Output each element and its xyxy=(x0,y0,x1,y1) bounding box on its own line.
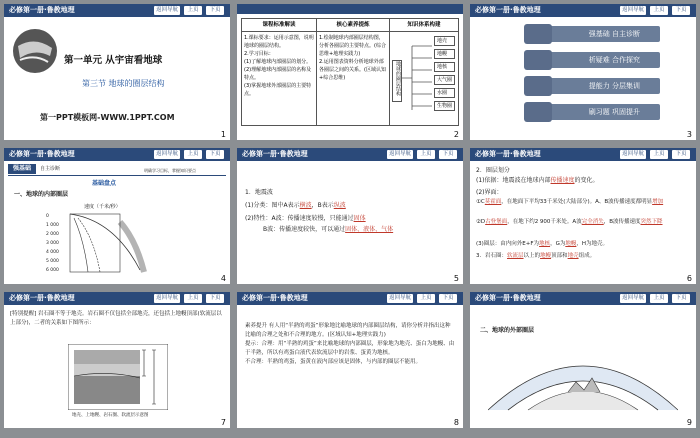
nav-button[interactable]: 返回导航 xyxy=(155,295,178,301)
slide-header xyxy=(237,292,463,305)
text: ①C xyxy=(476,199,485,205)
tree-item: 大气圈 xyxy=(434,75,455,85)
wave-class-line xyxy=(245,201,346,210)
text: ，在地面下平均33千米处(大陆部分)。A、B波传播速度都明显 xyxy=(501,199,653,205)
tag-subtitle: 自主诊断 xyxy=(40,166,61,172)
slide-header xyxy=(4,148,230,161)
header-title: 必修第一册·鲁教地理 xyxy=(475,150,541,158)
prev-button[interactable]: 上页 xyxy=(650,6,668,15)
lithosphere-diagram xyxy=(68,344,168,410)
interface-heading: (2)界面： xyxy=(476,189,503,196)
prev-button[interactable]: 上页 xyxy=(184,150,202,159)
menu-label: 提能力 分层集训 xyxy=(588,82,640,90)
header-title: 必修第一册·鲁教地理 xyxy=(9,6,75,14)
literacy-col: 1.绘制地球内部圈层结构图，分析各圈层的主要特点。(综合思维+地理实践力) 2.运用图表资料分析地球外部各圈层之间的关系。(区域认知+综合思维) xyxy=(317,32,390,126)
depth-label: 2 000 xyxy=(46,232,59,237)
tree-item: 地核 xyxy=(434,62,455,72)
gutenberg-line xyxy=(476,218,690,227)
answer-fill: 固体、液体、气体 xyxy=(345,226,394,233)
tree-item: 地幔 xyxy=(434,49,455,59)
diagram-caption: 地壳、上地幔、岩石圈、软流层示意图 xyxy=(72,413,149,418)
table-header: 核心素养提炼 xyxy=(317,19,390,32)
nav-button[interactable]: 返回导航 xyxy=(155,151,178,157)
answer-fill: 增加 xyxy=(652,199,664,205)
slide-number: 1 xyxy=(220,130,226,139)
section-tag: 强基础 xyxy=(8,164,36,174)
slide-header xyxy=(470,4,696,17)
answer-fill: 完全消失 xyxy=(581,219,604,225)
basis-line xyxy=(476,176,690,185)
slide-number: 6 xyxy=(686,274,692,283)
tree-item: 水圈 xyxy=(434,88,455,98)
next-button[interactable]: 下页 xyxy=(206,150,224,159)
text: ，在地下约2 900千米处。A波 xyxy=(507,219,582,225)
outer-spheres-diagram xyxy=(488,342,678,412)
tree-connectors xyxy=(402,38,434,118)
nav-button[interactable]: 返回导航 xyxy=(388,295,411,301)
answer-fill: 软流层 xyxy=(507,253,524,259)
slide-number: 4 xyxy=(220,274,226,283)
text: 组成。 xyxy=(578,253,596,259)
prev-button[interactable]: 上页 xyxy=(650,150,668,159)
section-heading: 一、地球的内部圈层 xyxy=(14,191,69,198)
next-button[interactable]: 下页 xyxy=(672,6,690,15)
header-title: 必修第一册·鲁教地理 xyxy=(242,294,308,302)
menu-label: 刷习题 巩固提升 xyxy=(588,108,640,116)
menu-exercise-button[interactable] xyxy=(538,104,660,120)
prev-button[interactable]: 上页 xyxy=(184,294,202,303)
slide-number: 5 xyxy=(453,274,459,283)
menu-label: 强基础 自主诊断 xyxy=(588,30,640,38)
answer-fill: 传播速度 xyxy=(550,177,575,184)
wave-property-b xyxy=(263,225,393,234)
lithosphere-line xyxy=(476,252,690,261)
section-heading: 二、地球的外部圈层 xyxy=(480,327,535,334)
answer-fill: 地幔 xyxy=(565,241,577,247)
text: ，G为 xyxy=(550,241,566,247)
slide-7[interactable] xyxy=(4,292,230,428)
slide-4[interactable] xyxy=(4,148,230,284)
next-button[interactable]: 下页 xyxy=(672,294,690,303)
next-button[interactable]: 下页 xyxy=(206,6,224,15)
tag-line xyxy=(8,175,226,176)
header-title: 必修第一册·鲁教地理 xyxy=(475,6,541,14)
text: (1)分类：图中A表示 xyxy=(245,202,300,209)
depth-label: 5 000 xyxy=(46,259,59,264)
division-heading: 2．圈层划分 xyxy=(476,167,510,174)
slide-1[interactable] xyxy=(4,4,230,140)
slide-number: 3 xyxy=(686,130,692,139)
slide-2[interactable] xyxy=(237,4,463,140)
unit-title: 第一单元 从宇宙看地球 xyxy=(64,55,163,66)
nav-button[interactable]: 返回导航 xyxy=(621,7,644,13)
answer-fill: 地壳 xyxy=(567,253,579,259)
slide-9[interactable] xyxy=(470,292,696,428)
slide-6[interactable] xyxy=(470,148,696,284)
text: ②D xyxy=(476,219,486,225)
note-text: [特别提醒] 岩石圈不等于地壳。岩石圈不仅包括全部地壳，还包括上地幔顶部(软流层以上部分)，二者的关系如下图所示： xyxy=(10,311,222,326)
menu-icon xyxy=(524,50,552,70)
literacy-text: 素养提升 有人用“半熟的鸡蛋”形象地比喻地球的内部圈层结构，请你分析并指出这种比喻的合理之处和不合理的地方。(区域认知+地理实践力) 提示：合理：用“半熟的鸡蛋”来比喻地球的内部圈层，形象地为地壳、蛋白为地幔、由于半熟，所以有鸡蛋白液代表软流层中的岩浆、蛋黄为地核。 不合理：半熟的鸡蛋，蛋黄在液内部应该是固体，与内部的圈层不能用。 xyxy=(245,323,455,365)
depth-label: 4 000 xyxy=(46,250,59,255)
nav-button[interactable]: 返回导航 xyxy=(155,7,178,13)
slide-top-bar xyxy=(237,4,463,14)
tree-item: 地壳 xyxy=(434,36,455,46)
prev-button[interactable]: 上页 xyxy=(417,150,435,159)
text: 顶部和 xyxy=(551,253,568,259)
menu-explore-button[interactable] xyxy=(538,52,660,68)
prev-button[interactable]: 上页 xyxy=(417,294,435,303)
text: ，B表示 xyxy=(311,202,334,209)
slide-header xyxy=(4,4,230,17)
menu-practice-button[interactable] xyxy=(538,78,660,94)
menu-basics-button[interactable] xyxy=(538,26,660,42)
menu-label: 析疑难 合作探究 xyxy=(588,56,640,64)
moho-line xyxy=(476,198,690,207)
basics-label: 基础盘点 xyxy=(92,180,117,187)
text: ，H为地壳。 xyxy=(576,241,608,247)
menu-icon xyxy=(524,102,552,122)
answer-fill: 横波 xyxy=(299,202,312,209)
text: ，B波传播速度 xyxy=(603,219,641,225)
slide-header xyxy=(470,292,696,305)
wave-property-a xyxy=(245,214,366,223)
tree-root: 地球的圈层结构 xyxy=(392,60,402,102)
table-header: 课程标准解读 xyxy=(242,19,317,32)
nav-button[interactable]: 返回导航 xyxy=(621,295,644,301)
slide-number: 2 xyxy=(453,130,459,139)
depth-label: 0 xyxy=(46,214,49,219)
depth-label: 6 000 xyxy=(46,268,59,273)
next-button[interactable]: 下页 xyxy=(439,150,457,159)
nav-button[interactable]: 返回导航 xyxy=(621,151,644,157)
answer-fill: 地幔 xyxy=(540,253,552,259)
menu-icon xyxy=(524,76,552,96)
text: 的变化。 xyxy=(574,177,599,184)
answer-fill: 地核 xyxy=(539,241,551,247)
prev-button[interactable]: 上页 xyxy=(650,294,668,303)
globe-image xyxy=(10,26,60,76)
menu-icon xyxy=(524,24,552,44)
footer-link[interactable]: 第一PPT模板网-WWW.1PPT.COM xyxy=(40,113,175,122)
section-title: 第三节 地球的圈层结构 xyxy=(82,79,165,88)
depth-axis xyxy=(46,212,59,275)
text: (3)圈层：由内向外E+F为 xyxy=(476,241,540,247)
answer-fill: 莫霍面 xyxy=(484,199,502,205)
text: 3．岩石圈： xyxy=(476,253,507,259)
chart-title: 速度（千米/秒） xyxy=(84,204,121,210)
slide-number: 7 xyxy=(220,418,226,427)
knowledge-tree xyxy=(390,32,459,126)
layers-line xyxy=(476,240,690,249)
answer-fill: 突然下降 xyxy=(640,219,663,225)
nav-button[interactable]: 返回导航 xyxy=(388,151,411,157)
next-button[interactable]: 下页 xyxy=(672,150,690,159)
depth-label: 3 000 xyxy=(46,241,59,246)
text: (2)特性：A波：传播速度较慢，只能通过 xyxy=(245,215,354,222)
header-title: 必修第一册·鲁教地理 xyxy=(9,294,75,302)
text: 以上的 xyxy=(523,253,541,259)
slide-header xyxy=(4,292,230,305)
slide-header xyxy=(237,148,463,161)
slide-8[interactable] xyxy=(237,292,463,428)
next-button[interactable]: 下页 xyxy=(206,294,224,303)
header-title: 必修第一册·鲁教地理 xyxy=(242,150,308,158)
slide-number: 9 xyxy=(686,418,692,427)
header-title: 必修第一册·鲁教地理 xyxy=(475,294,541,302)
slide-header xyxy=(470,148,696,161)
wave-heading: 1．地震波 xyxy=(245,189,273,196)
slide-number: 8 xyxy=(453,418,459,427)
depth-label: 1 000 xyxy=(46,223,59,228)
text: B波：传播速度较快，可以通过 xyxy=(263,226,346,233)
table-header: 知识体系构建 xyxy=(390,19,459,32)
curriculum-col: 1.课标要求：运用示意图，说明地球的圈层结构。 2.学习目标： (1)了解地球内部圈层的划分。 (2)理解地球内部圈层的名称及特点。 (3)掌握地球外部圈层的主要特点。 xyxy=(242,32,317,126)
prev-button[interactable]: 上页 xyxy=(184,6,202,15)
tag-line-text: 明确学习目标，掌握知识要点 xyxy=(144,168,196,173)
slide-3[interactable] xyxy=(470,4,696,140)
tree-item: 生物圈 xyxy=(434,101,455,111)
header-title: 必修第一册·鲁教地理 xyxy=(9,150,75,158)
slide-5[interactable] xyxy=(237,148,463,284)
curriculum-table xyxy=(241,18,459,126)
answer-fill: 固体 xyxy=(353,215,366,222)
seismic-wave-diagram xyxy=(44,210,164,280)
next-button[interactable]: 下页 xyxy=(439,294,457,303)
answer-fill: 纵波 xyxy=(333,202,346,209)
text: (1)依据：地震波在地球内部 xyxy=(476,177,551,184)
tree-items xyxy=(434,36,455,111)
answer-fill: 古登堡面 xyxy=(485,219,508,225)
